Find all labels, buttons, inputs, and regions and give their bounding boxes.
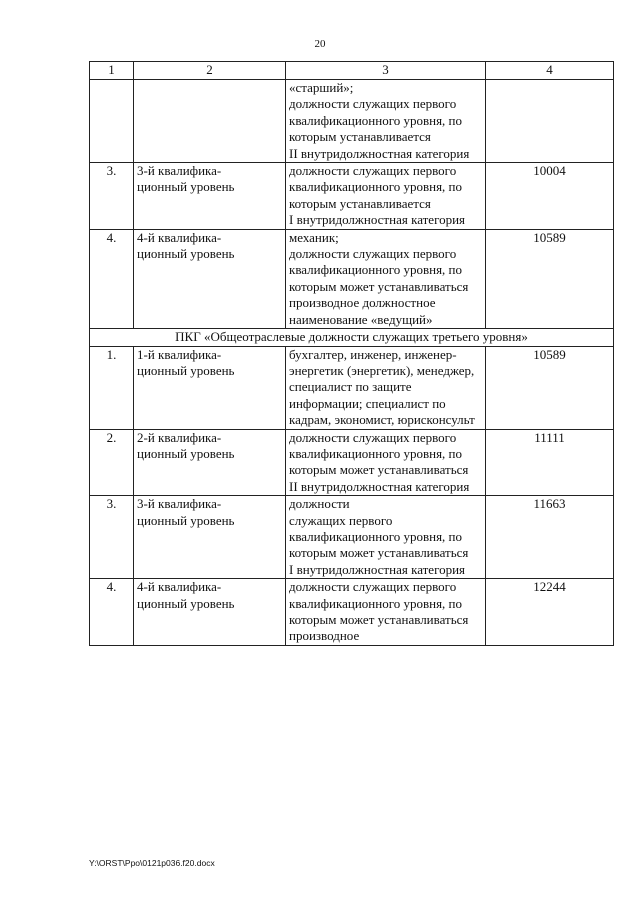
table-row [90,496,614,579]
position-description-cell: должности служащих первого квалификационного уровня, по которым может устанавливаться производное [286,579,486,646]
table-row [90,80,614,163]
position-description-cell: должности служащих первого квалификационного уровня, по которым может устанавливаться I внутридолжностная категория [286,496,486,579]
table-row [90,346,614,429]
position-description-cell: должности служащих первого квалификационного уровня, по которым устанавливается I внутридолжностная категория [286,163,486,230]
salary-cell: 10004 [486,163,614,230]
qualification-level-cell: 3-й квалифика- ционный уровень [134,163,286,230]
table-row [90,229,614,328]
header-cell: 2 [134,62,286,80]
header-cell: 4 [486,62,614,80]
table-row [90,429,614,496]
salary-cell: 10589 [486,346,614,429]
qualification-level-cell: 4-й квалифика- ционный уровень [134,579,286,646]
qualification-level-cell: 1-й квалифика- ционный уровень [134,346,286,429]
salary-cell: 11111 [486,429,614,496]
file-path-footer: Y:\ORST\Ppo\0121p036.f20.docx [89,858,215,868]
salary-cell: 10589 [486,229,614,328]
position-description-cell: механик; должности служащих первого квалификационного уровня, по которым может устанавливаться производное должностное наименование «ведущий» [286,229,486,328]
group-header-row [90,329,614,346]
page-number: 20 [314,38,326,50]
qualification-level-cell: 2-й квалифика- ционный уровень [134,429,286,496]
salary-cell: 11663 [486,496,614,579]
salary-cell: 12244 [486,579,614,646]
qualification-level-cell [134,80,286,163]
header-cell: 3 [286,62,486,80]
header-cell: 1 [90,62,134,80]
row-number-cell: 4. [90,579,134,646]
qualification-level-cell: 4-й квалифика- ционный уровень [134,229,286,328]
table-row [90,163,614,230]
salary-cell [486,80,614,163]
row-number-cell: 3. [90,496,134,579]
row-number-cell: 4. [90,229,134,328]
row-number-cell: 2. [90,429,134,496]
salary-table [89,61,614,646]
table-header-row [90,62,614,80]
qualification-level-cell: 3-й квалифика- ционный уровень [134,496,286,579]
position-description-cell: должности служащих первого квалификационного уровня, по которым может устанавливаться II внутридолжностная категория [286,429,486,496]
position-description-cell: «старший»; должности служащих первого квалификационного уровня, по которым устанавливается II внутридолжностная категория [286,80,486,163]
table-row [90,579,614,646]
row-number-cell: 3. [90,163,134,230]
row-number-cell [90,80,134,163]
group-title: ПКГ «Общеотраслевые должности служащих третьего уровня» [90,329,614,346]
position-description-cell: бухгалтер, инженер, инженер-энергетик (энергетик), менеджер, специалист по защите информации; специалист по кадрам, экономист, юрисконсульт [286,346,486,429]
row-number-cell: 1. [90,346,134,429]
